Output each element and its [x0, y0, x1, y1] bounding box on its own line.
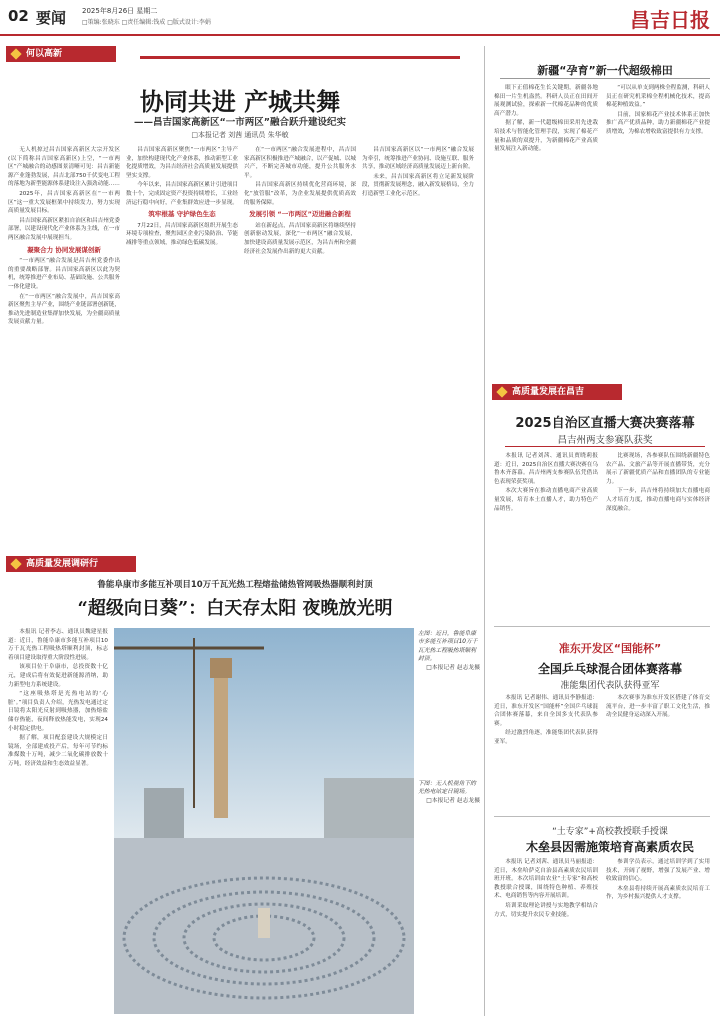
kicker-rule [140, 56, 460, 59]
paragraph: “一市两区”融合发展是昌吉州党委作出的重要战略部署。昌吉国家高新区以此为契机，统筹推进产业布局、基础设施、公共服务一体化建设。 [8, 258, 120, 290]
livestream-headline: 2025自治区直播大赛决赛落幕 [515, 416, 695, 431]
cotton-column-2 [606, 84, 710, 374]
cotton-column-1 [494, 84, 598, 374]
feature-subheading-2: 筑牢根基 守护绿色生态 [148, 210, 216, 219]
feature-column-3 [244, 146, 356, 546]
paragraph: 2025年，昌吉国家高新区在“一市两区”这一重大发展框架中持续发力，努力实现高质量发展目标。 [8, 190, 120, 215]
paragraph: 本报讯 记者刘茜、通讯员马丽报道：近日，木垒哈萨克自治县高素质农民培训班开班。本次培训由农业“土专家”和高校教授联合授课，围绕特色种植、养殖技术、电商销售等内容开展培训。 [494, 859, 598, 900]
solar-column [8, 628, 108, 1018]
pingpong-column-2 [606, 694, 710, 812]
paragraph: 下一步，昌吉州将持续加大直播电商人才培育力度，推动直播电商与实体经济深度融合。 [606, 488, 710, 512]
newspaper-logo: 昌吉日报 [630, 8, 710, 32]
section-divider [494, 816, 710, 817]
livestream-rule [505, 446, 705, 447]
caption-credit: □本报记者 赵志龙摄 [426, 797, 480, 804]
cotton-headline: 新疆“孕育”新一代超级棉田 [537, 64, 673, 77]
page-number: 02 [8, 7, 29, 25]
solar-photo-graphic [114, 628, 414, 1014]
feature-byline: □本报记者 刘茜 通讯员 朱华敏 [191, 131, 289, 139]
photo-caption-bottom [418, 780, 480, 805]
paragraph: 据了解，新一代超级棉田采用先进栽培技术与智能化管理手段，实现了棉花产量和品质的双提升，为新疆棉花产业高质量发展注入新动能。 [494, 120, 598, 153]
farmer-column-1 [494, 858, 598, 1018]
pingpong-headline: 全国乒乓球混合团体赛落幕 [537, 662, 682, 676]
feature-subheading-1: 凝聚合力 协同发展谋创新 [27, 245, 101, 254]
paragraph: 木垒县将持续开展高素质农民培育工作，为乡村振兴提供人才支撑。 [606, 885, 710, 901]
paragraph: 今年以来，昌吉国家高新区累计引进项目数十个，完成固定资产投资持续增长，工业经济运行稳中向好，产业集群效应进一步显现。 [126, 182, 238, 206]
livestream-subtitle: 昌吉州两支参赛队获奖 [557, 435, 653, 446]
paragraph: 培训采取理论讲授与实地教学相结合方式，切实提升农民专业技能。 [494, 902, 598, 918]
paragraph: 本报讯 记者刘茜、通讯员贾晓莉报道：近日，2025自治区直播大赛决赛在乌鲁木齐落幕。昌吉州两支参赛队伍凭借出色表现荣获奖项。 [494, 453, 598, 485]
feature-subheading-3: 发展引领 “一市两区”迈进融合新程 [249, 210, 351, 219]
paragraph: 昌吉国家高新区聚焦“一市两区”主导产业，加快构建现代化产业体系，推动新型工业化提质增效，为昌吉经济社会高质量发展提供坚实支撑。 [126, 147, 238, 179]
paragraph: 本报讯 记者谢伟、通讯员李静报道：近日，准东开发区“国能杯”全国乒乓球混合团体赛落幕，来自全国多支代表队参赛。 [494, 695, 598, 727]
section-bar-middle [6, 556, 136, 572]
section-bar-right [492, 384, 622, 400]
paragraph: 本次赛事为准东开发区搭建了体育交流平台，进一步丰富了职工文化生活，推动全民健身运动深入开展。 [606, 695, 710, 719]
feature-subtitle: ——昌吉国家高新区“一市两区”融合跃升建设纪实 [134, 117, 346, 128]
paragraph: 本报讯 记者李志、通讯员魏建星报道：近日，鲁能阜康市多能互补项目10万千瓦光热工程吸热塔顺利封顶，标志着项目建设取得重大阶段性进展。 [8, 629, 108, 661]
paragraph: 本次大赛旨在推动直播电商产业高质量发展，培育本土直播人才，助力特色产品销售。 [494, 488, 598, 512]
caption-credit: □本报记者 赵志龙摄 [426, 664, 480, 671]
solar-kicker: 鲁能阜康市多能互补项目10万千瓦光热工程熔盐储热管网吸热器顺利封顶 [97, 580, 373, 590]
paragraph: 眼下正值棉花生长关键期，新疆各地棉田一片生机盎然。科研人员正在田间开展观测试验，探索新一代棉花品种的优质高产潜力。 [494, 85, 598, 117]
paragraph: 目前，国家棉花产业技术体系正加快推广高产优质品种，助力新疆棉花产业提质增效，为棉农增收致富提供有力支撑。 [606, 111, 710, 135]
paragraph: 经过激烈角逐，准能集团代表队获得亚军。 [494, 730, 598, 745]
paragraph: 昌吉国家高新区紧扣自治区和昌吉州党委部署，以建设现代化产业体系为主线，在一市两区融合发展中展现担当。 [8, 217, 120, 241]
section-divider [494, 626, 710, 627]
livestream-column-1 [494, 452, 598, 612]
pingpong-subtitle: 准能集团代表队获得亚军 [560, 681, 660, 691]
paragraph: 据了解，项目配套建设大规模定日镜场，全部建成投产后，每年可节约标准煤数十万吨，减少二氧化碳排放数十万吨，经济效益和生态效益显著。 [8, 735, 108, 767]
masthead [0, 0, 720, 36]
feature-column-1 [8, 146, 120, 546]
paragraph: 该项目位于阜康市，总投资数十亿元，建成后将有效促进新能源消纳，助力新型电力系统建设。 [8, 664, 108, 688]
paragraph: 昌吉国家高新区持续优化营商环境，深化“放管服”改革，为企业发展提供优质高效的服务保障。 [244, 182, 356, 206]
farmer-column-2 [606, 858, 710, 1018]
paragraph: 在“一市两区”融合发展进程中，昌吉国家高新区积极推进产城融合，以产促城、以城兴产，不断完善城市功能，提升公共服务水平。 [244, 147, 356, 179]
caption-text: 下图：无人机视角下的光热电站定日镜场。 [418, 781, 476, 796]
pingpong-kicker: 准东开发区“国能杯” [558, 642, 662, 655]
caption-text: 左图：近日，鲁能阜康市多能互补项目10万千瓦光热工程吸热塔顺利封顶。 [418, 631, 478, 663]
solar-tower-photo [114, 628, 414, 1014]
column-divider [484, 46, 485, 1016]
paragraph: “这座吸热塔是光热电站的‘心脏’。”项目负责人介绍，光热发电通过定日镜将太阳光反射到吸热器，加热熔盐储存热能，夜间释放热能发电，实现24小时稳定供电。 [8, 691, 108, 732]
section-bar-top [6, 46, 116, 62]
masthead-editors: □策编:张晓东 □责任编辑:钱成 □版式设计:李娟 [82, 19, 211, 26]
section-bar-top-label: 何以高新 [26, 49, 63, 59]
paragraph: 未来，昌吉国家高新区将立足新发展阶段，贯彻新发展理念，融入新发展格局，全力打造新型工业化示范区。 [362, 173, 474, 197]
farmer-headline: 木垒县因需施策培育高素质农民 [525, 840, 694, 854]
paragraph: 昌吉国家高新区以“一市两区”融合发展为牵引，统筹推进产业协同、设施互联、服务共享，推动区域经济高质量发展迈上新台阶。 [362, 147, 474, 171]
feature-column-2 [126, 146, 238, 546]
paragraph: 7月22日，昌吉国家高新区组织开展生态环境专项检查，聚焦园区企业污染防治、节能减排等重点领域，推动绿色低碳发展。 [126, 222, 238, 246]
paragraph: 在“一市两区”融合发展中，昌吉国家高新区聚焦主导产业，围绕产业链部署创新链，推动先进制造业集群加快发展，为全疆高质量发展贡献力量。 [8, 293, 120, 326]
solar-headline: “超级向日葵”：白天存太阳 夜晚放光明 [77, 598, 393, 619]
section-bar-middle-label: 高质量发展调研行 [26, 559, 99, 569]
photo-caption-top [418, 630, 480, 672]
feature-column-4 [362, 146, 474, 546]
livestream-column-2 [606, 452, 710, 612]
paragraph: 无人机掠过昌吉国家高新区大宗开发区(以下简称昌吉国家高新区)上空，“一市两区”产城融合的动感图景清晰可见：昌吉新能源产业蓬勃发展，昌吉北部750千伏变电工程的落地为新型能源体系建设注入强劲动能…… [8, 147, 120, 188]
farmer-kicker: “土专家”+高校教授联手授课 [552, 827, 668, 837]
pingpong-column-1 [494, 694, 598, 812]
paragraph: 站在新起点，昌吉国家高新区将继续坚持创新驱动发展，深化“一市两区”融合发展，加快建设高质量发展示范区，为昌吉州和全疆经济社会发展作出新的更大贡献。 [244, 222, 356, 255]
masthead-date: 2025年8月26日 星期二 [82, 7, 158, 15]
section-bar-right-label: 高质量发展在昌吉 [512, 387, 585, 397]
page-section: 要闻 [36, 9, 67, 27]
feature-title: 协同共进 产城共舞 [139, 87, 341, 116]
cotton-rule [500, 78, 710, 79]
paragraph: 比赛现场，各参赛队伍围绕新疆特色农产品、文旅产品等开展直播带货，充分展示了新疆优质产品和直播团队的专业能力。 [606, 453, 710, 485]
paragraph: “可以从单支到两株全程监测，科研人员正在研究机采棉全程机械化技术，提高棉花种植效益。” [606, 85, 710, 109]
paragraph: 参训学员表示，通过培训学到了实用技术，开阔了视野，增强了发展产业、增收致富的信心。 [606, 859, 710, 883]
